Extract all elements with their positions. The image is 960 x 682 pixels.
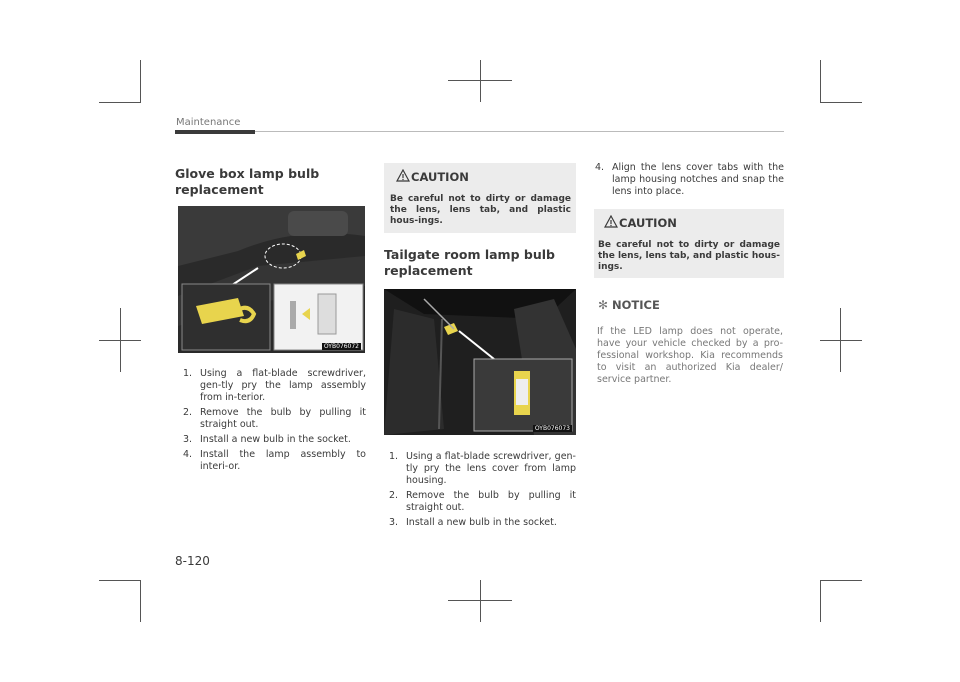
list-item: 1. Using a flat-blade screwdriver, gen-tly pry the lens cover from lamp housing. [389,451,576,486]
list-item: 2. Remove the bulb by pulling it straight out. [183,407,366,430]
list-item: 4. Align the lens cover tabs with the lamp housing notches and snap the lens into place. [595,162,784,197]
caution-box [594,209,784,278]
glove-box-figure [178,206,365,353]
list-item: 1. Using a flat-blade screwdriver, gen-tly pry the lamp assembly from in-terior. [183,368,366,403]
glove-box-steps [183,368,366,476]
running-header: Maintenance [176,117,241,128]
notice-title: NOTICE [612,298,660,312]
caution-text: Be careful not to dirty or damage the lens, lens tab, and plastic hous-ings. [390,194,571,226]
header-rule-thick [175,130,255,134]
caution-text: Be careful not to dirty or damage the lens, lens tab, and plastic hous-ings. [598,240,780,272]
tailgate-illustration [384,289,576,435]
page-number: 8-120 [175,554,210,568]
tailgate-section-title: Tailgate room lamp bulb replacement [384,247,555,278]
figure-code: OYB076073 [534,425,570,432]
glove-box-illustration [178,206,365,353]
warning-icon [396,169,410,182]
glove-box-section-title: Glove box lamp bulb replacement [175,166,320,197]
notice-text: If the LED lamp does not operate, have your vehicle checked by a pro-fessional workshop. Kia recommends to visit an authorized Kia dealer/ service partner. [597,326,783,385]
header-rule [255,131,784,132]
figure-code: OYB076072 [323,343,359,350]
list-item: 2. Remove the bulb by pulling it straight out. [389,490,576,513]
caution-title: CAUTION [619,216,677,230]
caution-box [384,163,576,233]
tailgate-steps [389,451,576,532]
notice-icon: ✻ [598,298,609,312]
warning-icon [604,215,618,228]
caution-title: CAUTION [411,170,469,184]
list-item: 3. Install a new bulb in the socket. [389,517,557,528]
list-item: 3. Install a new bulb in the socket. [183,434,351,445]
tailgate-figure [384,289,576,435]
list-item: 4. Install the lamp assembly to interi-or. [183,449,366,472]
tailgate-steps-continued [595,162,784,201]
